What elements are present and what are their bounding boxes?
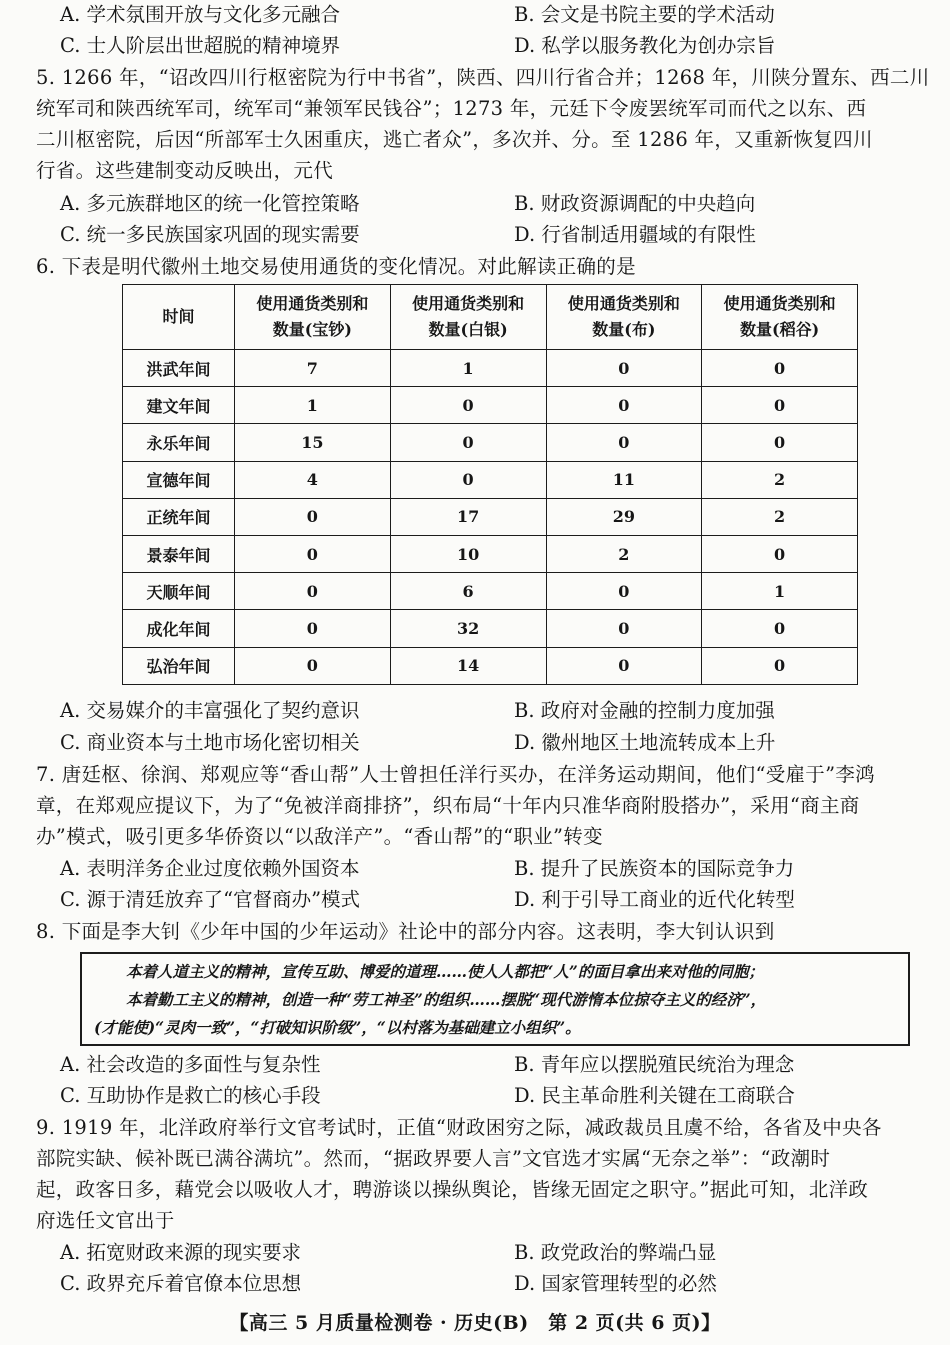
- table-cell: 0: [546, 350, 702, 387]
- quote-line-3: (才能使)“灵肉一致”，“打破知识阶级”，“以村落为基础建立小组织”。: [94, 1018, 581, 1037]
- table-row: [123, 647, 858, 684]
- q7-stem-line-1: 7. 唐廷枢、徐润、郑观应等“香山帮”人士曾担任洋行买办，在洋务运动期间，他们“受雇于”李鸿: [36, 763, 875, 786]
- q8-option-d: D. 民主革命胜利关键在工商联合: [514, 1084, 795, 1107]
- table-cell: 2: [702, 498, 858, 535]
- table-cell: 0: [235, 610, 391, 647]
- table-cell: 0: [702, 535, 858, 572]
- q9-stem-line-4: 府选任文官出于: [36, 1209, 175, 1232]
- table-cell: 0: [702, 424, 858, 461]
- q5-stem-line-1: 5. 1266 年，“诏改四川行枢密院为行中书省”，陕西、四川行省合并；1268 年，川陕分置东、西二川: [36, 66, 930, 89]
- q7-option-d: D. 利于引导工商业的近代化转型: [514, 888, 795, 911]
- q5-option-d: D. 行省制适用疆域的有限性: [514, 223, 756, 246]
- table-cell: 0: [390, 424, 546, 461]
- q6-option-d: D. 徽州地区土地流转成本上升: [514, 731, 776, 754]
- table-cell: 宣德年间: [123, 461, 235, 498]
- q8-option-c: C. 互助协作是救亡的核心手段: [60, 1084, 321, 1107]
- q5-option-c: C. 统一多民族国家巩固的现实需要: [60, 223, 360, 246]
- table-cell: 0: [235, 647, 391, 684]
- table-cell: 2: [702, 461, 858, 498]
- table-header-row: [123, 285, 858, 350]
- table-cell: 0: [235, 498, 391, 535]
- q9-option-b: B. 政党政治的弊端凸显: [514, 1241, 717, 1264]
- q6-option-a: A. 交易媒介的丰富强化了契约意识: [60, 699, 360, 722]
- quote-line-1: 本着人道主义的精神，宣传互助、博爱的道理……使人人都把“人”的面目拿出来对他的同胞；: [126, 962, 764, 981]
- q4-option-c: C. 士人阶层出世超脱的精神境界: [60, 34, 341, 57]
- q9-option-d: D. 国家管理转型的必然: [514, 1272, 717, 1295]
- q6-stem: 6. 下表是明代徽州土地交易使用通货的变化情况。对此解读正确的是: [36, 255, 636, 278]
- table-cell: 0: [390, 387, 546, 424]
- q7-option-a: A. 表明洋务企业过度依赖外国资本: [60, 857, 360, 880]
- q5-option-b: B. 财政资源调配的中央趋向: [514, 192, 756, 215]
- q7-stem-line-2: 章，在郑观应提议下，为了“免被洋商排挤”，织布局“十年内只准华商附股搭办”，采用“商主商: [36, 794, 860, 817]
- table-cell: 成化年间: [123, 610, 235, 647]
- table-cell: 0: [546, 573, 702, 610]
- table-cell: 6: [390, 573, 546, 610]
- table-cell: 0: [235, 535, 391, 572]
- table-row: [123, 573, 858, 610]
- table-cell: 0: [546, 610, 702, 647]
- table-cell: 洪武年间: [123, 350, 235, 387]
- table-cell: 0: [702, 350, 858, 387]
- table-cell: 10: [390, 535, 546, 572]
- table-cell: 0: [702, 647, 858, 684]
- table-cell: 14: [390, 647, 546, 684]
- q8-stem: 8. 下面是李大钊《少年中国的少年运动》社论中的部分内容。这表明，李大钊认识到: [36, 920, 775, 943]
- q5-stem-line-2: 统军司和陕西统军司，统军司“兼领军民钱谷”；1273 年，元廷下令废罢统军司而代之以东、西: [36, 97, 867, 120]
- table-cell: 11: [546, 461, 702, 498]
- q9-stem-line-1: 9. 1919 年，北洋政府举行文官考试时，正值“财政困穷之际，减政裁员且虞不给，各省及中央各: [36, 1116, 882, 1139]
- table-cell: 建文年间: [123, 387, 235, 424]
- table-row: [123, 610, 858, 647]
- q4-option-d: D. 私学以服务教化为创办宗旨: [514, 34, 776, 57]
- q5-stem-line-4: 行省。这些建制变动反映出，元代: [36, 159, 334, 182]
- q5-option-a: A. 多元族群地区的统一化管控策略: [60, 192, 360, 215]
- table-cell: 0: [702, 610, 858, 647]
- currency-table: [122, 284, 858, 685]
- table-cell: 32: [390, 610, 546, 647]
- table-cell: 15: [235, 424, 391, 461]
- table-row: [123, 424, 858, 461]
- table-row: [123, 387, 858, 424]
- table-cell: 17: [390, 498, 546, 535]
- header-baochao: 使用通货类别和 数量(宝钞): [235, 285, 391, 350]
- q6-option-c: C. 商业资本与土地市场化密切相关: [60, 731, 360, 754]
- q6-option-b: B. 政府对金融的控制力度加强: [514, 699, 775, 722]
- q7-option-c: C. 源于清廷放弃了“官督商办”模式: [60, 888, 361, 911]
- table-cell: 4: [235, 461, 391, 498]
- q9-stem-line-3: 起，政客日多，藉党会以吸收人才，聘游谈以操纵舆论，皆缘无固定之职守。”据此可知，北洋政: [36, 1178, 869, 1201]
- q9-option-a: A. 拓宽财政来源的现实要求: [60, 1241, 301, 1264]
- table-row: [123, 498, 858, 535]
- table-cell: 29: [546, 498, 702, 535]
- table-cell: 2: [546, 535, 702, 572]
- table-cell: 0: [546, 387, 702, 424]
- page-footer: 【高三 5 月质量检测卷 · 历史(B) 第 2 页(共 6 页)】: [229, 1312, 721, 1334]
- table-row: [123, 461, 858, 498]
- lidazhao-quote-box: [80, 952, 910, 1046]
- table-cell: 0: [702, 387, 858, 424]
- q7-option-b: B. 提升了民族资本的国际竞争力: [514, 857, 795, 880]
- header-time: 时间: [123, 285, 235, 350]
- table-cell: 景泰年间: [123, 535, 235, 572]
- table-cell: 7: [235, 350, 391, 387]
- q8-option-b: B. 青年应以摆脱殖民统治为理念: [514, 1053, 795, 1076]
- table-cell: 永乐年间: [123, 424, 235, 461]
- table-cell: 0: [546, 647, 702, 684]
- table-row: [123, 535, 858, 572]
- table-cell: 1: [390, 350, 546, 387]
- q9-option-c: C. 政界充斥着官僚本位思想: [60, 1272, 302, 1295]
- table-cell: 0: [235, 573, 391, 610]
- table-cell: 弘治年间: [123, 647, 235, 684]
- q4-option-a: A. 学术氛围开放与文化多元融合: [60, 3, 340, 26]
- q7-stem-line-3: 办”模式，吸引更多华侨资以“以敌洋产”。“香山帮”的“职业”转变: [36, 825, 603, 848]
- header-grain: 使用通货类别和 数量(稻谷): [702, 285, 858, 350]
- table-row: [123, 350, 858, 387]
- table-cell: 0: [546, 424, 702, 461]
- header-silver: 使用通货类别和 数量(白银): [390, 285, 546, 350]
- header-cloth: 使用通货类别和 数量(布): [546, 285, 702, 350]
- table-cell: 正统年间: [123, 498, 235, 535]
- q8-option-a: A. 社会改造的多面性与复杂性: [60, 1053, 321, 1076]
- table-cell: 1: [235, 387, 391, 424]
- q9-stem-line-2: 部院实缺、候补既已满谷满坑”。然而，“据政界要人言”文官选才实属“无奈之举”：“政潮时: [36, 1147, 831, 1170]
- q5-stem-line-3: 二川枢密院，后因“所部军士久困重庆，逃亡者众”，多次并、分。至 1286 年，又重新恢复四川: [36, 128, 873, 151]
- table-cell: 天顺年间: [123, 573, 235, 610]
- table-cell: 0: [390, 461, 546, 498]
- q4-option-b: B. 会文是书院主要的学术活动: [514, 3, 775, 26]
- table-cell: 1: [702, 573, 858, 610]
- quote-line-2: 本着勤工主义的精神，创造一种“劳工神圣”的组织……摆脱“现代游惰本位掠夺主义的经济”，: [126, 990, 767, 1009]
